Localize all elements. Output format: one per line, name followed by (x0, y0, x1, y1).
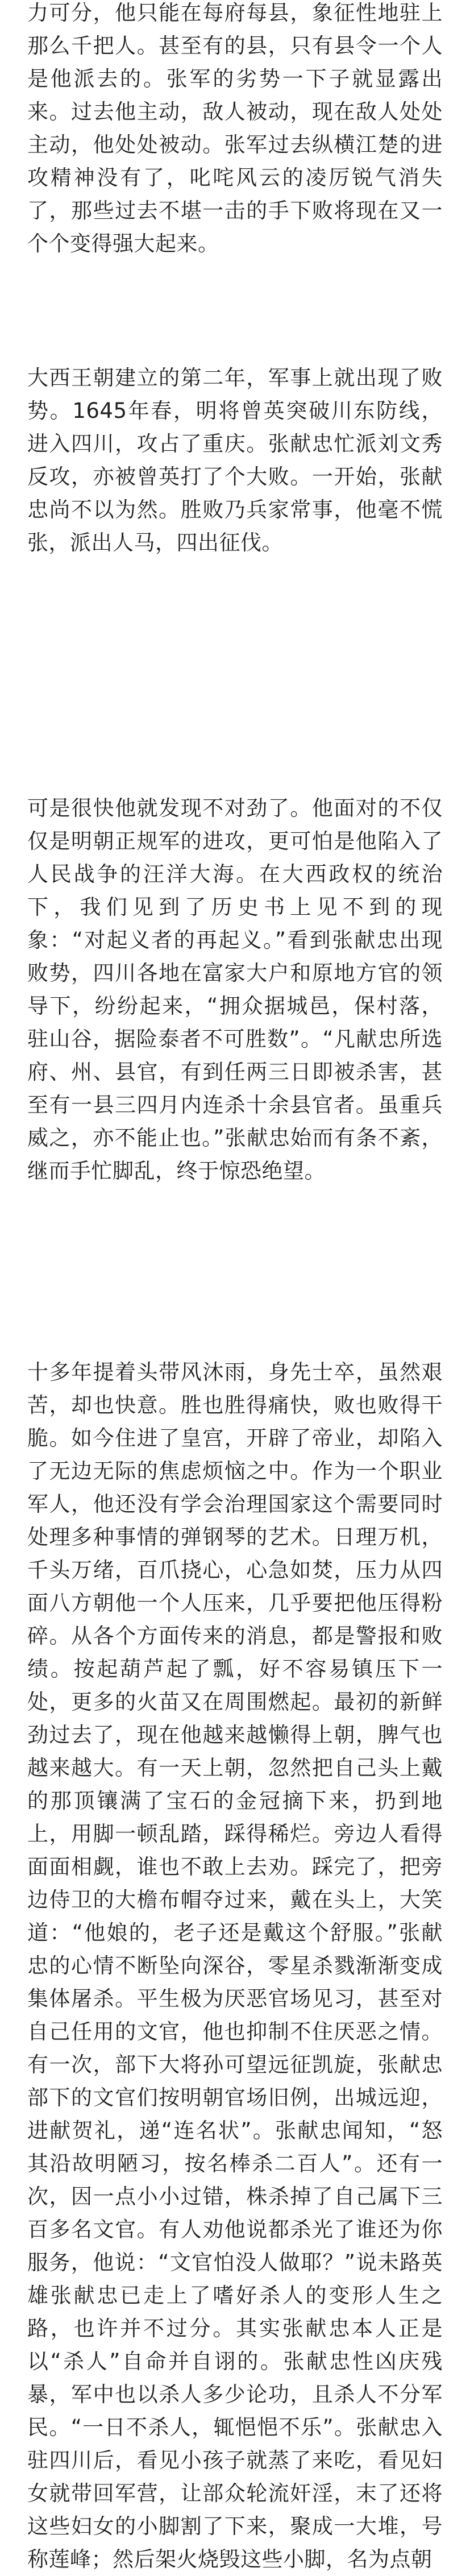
article-paragraph: 大西王朝建立的第二年，军事上就出现了败势。1645年春，明将曾英突破川东防线，进入四川，攻占了重庆。张献忠忙派刘文秀反攻，亦被曾英打了个大败。一开始，张献忠尚不以为然。胜败乃兵家常事，他毫不慌张，派出人马，四出征伐。 (27, 366, 443, 555)
article-paragraph: 十多年提着头带风沐雨，身先士卒，虽然艰苦，却也快意。胜也胜得痛快，败也败得干脆。如今住进了皇宫，开辟了帝业，却陷入了无边无际的焦虑烦恼之中。作为一个职业军人，他还没有学会治理国家这个需要同时处理多种事情的弹钢琴的艺术。日理万机，千头万绪，百爪挠心，心急如焚，压力从四面八方朝他一个人压来，几乎要把他压得粉碎。从各个方面传来的消息，都是警报和败绩。按起葫芦起了瓢，好不容易镇压下一处，更多的火苗又在周围燃起。最初的新鲜劲过去了，现在他越来越懒得上朝，脾气也越来越大。有一天上朝，忽然把自己头上戴的那顶镶满了宝石的金冠摘下来，扔到地上，用脚一顿乱踏，踩得稀烂。旁边人看得面面相觑，谁也不敢上去劝。踩完了，把旁边侍卫的大檐布帽夺过来，戴在头上，大笑道：“他娘的，老子还是戴这个舒服。”张献忠的心情不断坠向深谷，零星杀戮渐渐变成集体屠杀。平生极为厌恶官场见习，甚至对自己任用的文官，他也抑制不住厌恶之情。有一次，部下大将孙可望远征凯旋，张献忠部下的文官们按明朝官场旧例，出城远迎，进献贺礼，递“连名状”。张献忠闻知，“怒其沿故明陋习，按名棒杀二百人”。还有一次，因一点小小过错，株杀掉了自己属下三百多名文官。有人劝他说都杀光了谁还为你服务，他说：“文官怕没人做耶？”说未路英雄张献忠已走上了嗜好杀人的变形人生之路，也许并不过分。其实张献忠本人正是以“杀人”自命并自诩的。张献忠性凶庆残暴，军中也以杀人多少论功，且杀人不分军民。“一日不杀人，辄悒悒不乐”。张献忠入驻四川后，看见小孩子就蒸了来吃，看见妇女就带回军营，让部众轮流奸淫，末了还将这些妇女的小脚割了下来，聚成一大堆，号称莲峰；然后架火烧毁这些小脚，名为点朝 (27, 1360, 443, 2571)
article-paragraph: 力可分，他只能在每府每县，象征性地驻上那么千把人。甚至有的县，只有县令一个人是他派去的。张军的劣势一下子就显露出来。过去他主动，敌人被动，现在敌人处处主动，他处处被动。张军过去纵横江楚的进攻精神没有了，叱咤风云的凌厉锐气消失了，那些过去不堪一击的手下败将现在又一个个变得强大起来。 (27, 1, 443, 256)
article-paragraph: 可是很快他就发现不对劲了。他面对的不仅仅是明朝正规军的进攻，更可怕是他陷入了人民战争的汪洋大海。在大西政权的统治下，我们见到了历史书上见不到的现象：“对起义者的再起义。”看到张献忠出现败势，四川各地在富家大户和原地方官的领导下，纷纷起来，“拥众据城邑，保村落，驻山谷，据险泰者不可胜数”。“凡献忠所选府、州、县官，有到任两三日即被杀害，甚至有一县三四月内连杀十余县官者。虽重兵威之，亦不能止也。”张献忠始而有条不紊，继而手忙脚乱，终于惊恐绝望。 (27, 796, 443, 1183)
